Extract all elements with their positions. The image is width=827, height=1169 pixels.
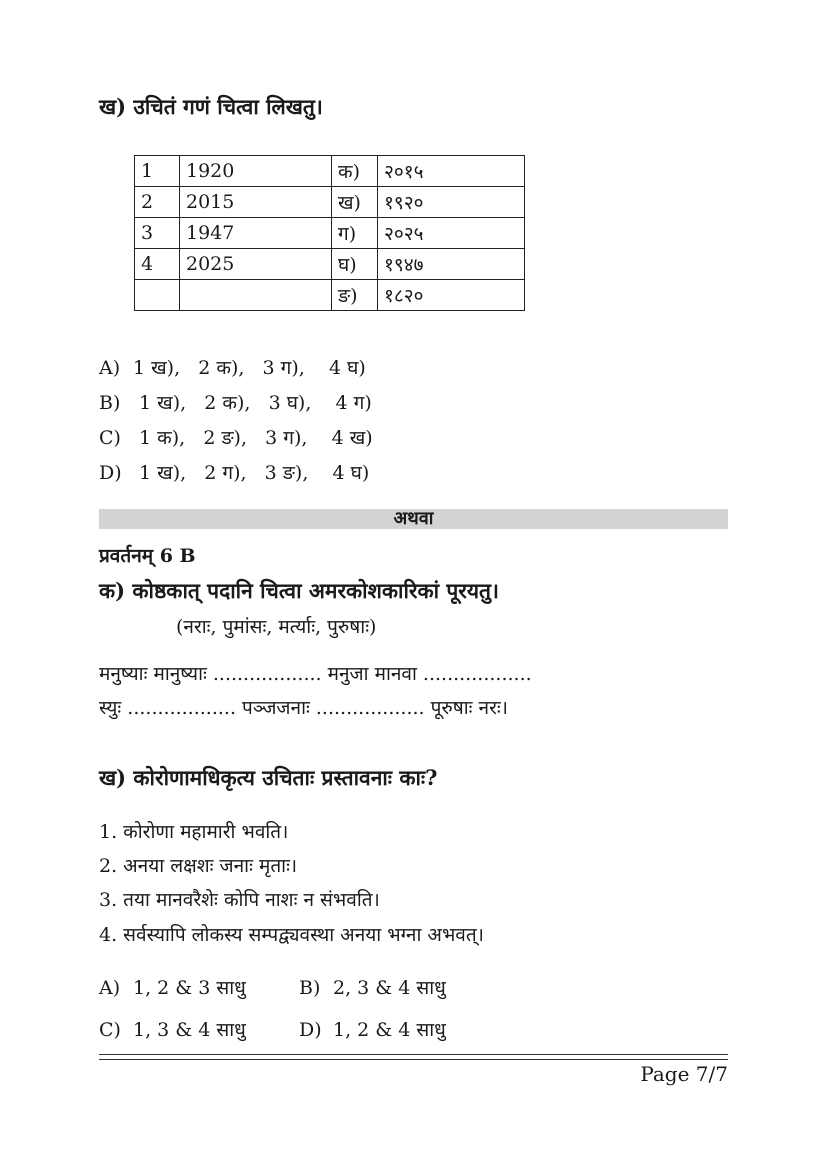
option-text: 1 ख), 2 ग), 3 ङ), 4 घ) bbox=[133, 462, 370, 484]
verse-line-1: मनुष्याः मानुष्याः .................. मनुजा मानवा .................. bbox=[99, 663, 532, 685]
option-d bbox=[99, 459, 369, 485]
option-text: 1 क), 2 ङ), 3 ग), 4 ख) bbox=[133, 427, 373, 449]
option-text: 1 ख), 2 क), 3 घ), 4 ग) bbox=[133, 392, 372, 414]
table-row bbox=[135, 249, 525, 280]
table-row bbox=[135, 280, 525, 311]
option-d bbox=[299, 1016, 446, 1042]
table-cell: 3 bbox=[135, 218, 180, 249]
option-label: C) bbox=[99, 427, 121, 449]
table-cell: 2015 bbox=[180, 187, 332, 218]
table-cell: ग) bbox=[332, 218, 378, 249]
table-row bbox=[135, 187, 525, 218]
table-cell: 2 bbox=[135, 187, 180, 218]
statement-4: 4. सर्वस्यापि लोकस्य सम्पद्व्यवस्था अनया भग्ना अभवत्। bbox=[99, 924, 484, 946]
option-label: A) bbox=[99, 977, 121, 999]
statement-1: 1. कोरोणा महामारी भवति। bbox=[99, 821, 289, 843]
option-a bbox=[99, 354, 366, 380]
option-c bbox=[99, 424, 373, 450]
table-cell bbox=[180, 280, 332, 311]
word-choices: (नराः, पुमांसः, मर्त्याः, पुरुषाः) bbox=[176, 616, 377, 638]
page-number: Page 7/7 bbox=[640, 1062, 728, 1086]
option-text: 2, 3 & 4 साधु bbox=[333, 977, 446, 999]
table-cell: १९४७ bbox=[378, 249, 525, 280]
question-heading: प्रवर्तनम् 6 B bbox=[99, 545, 196, 567]
athava-band: अथवा bbox=[99, 509, 728, 529]
footer-divider bbox=[99, 1059, 728, 1060]
table-cell: घ) bbox=[332, 249, 378, 280]
table-cell: 1 bbox=[135, 156, 180, 187]
section-heading-kha: ख) उचितं गणं चित्वा लिखतु। bbox=[99, 94, 323, 119]
option-text: 1, 2 & 4 साधु bbox=[333, 1019, 446, 1041]
table-cell: २०१५ bbox=[378, 156, 525, 187]
option-label: C) bbox=[99, 1019, 121, 1041]
option-text: 1, 3 & 4 साधु bbox=[133, 1019, 246, 1041]
table-cell bbox=[135, 280, 180, 311]
table-cell: ङ) bbox=[332, 280, 378, 311]
matching-table bbox=[134, 155, 525, 311]
option-label: B) bbox=[299, 977, 321, 999]
table-cell: 1920 bbox=[180, 156, 332, 187]
table-cell: १८२० bbox=[378, 280, 525, 311]
option-c bbox=[99, 1016, 246, 1042]
table-cell: १९२० bbox=[378, 187, 525, 218]
footer-divider bbox=[99, 1054, 728, 1055]
part-kha-heading: ख) कोरोणामधिकृत्य उचिताः प्रस्तावनाः काः? bbox=[99, 765, 438, 790]
table-row bbox=[135, 218, 525, 249]
option-label: D) bbox=[99, 462, 122, 484]
statement-3: 3. तया मानवरैशेः कोपि नाशः न संभवति। bbox=[99, 889, 380, 911]
option-a bbox=[99, 974, 246, 1000]
option-label: D) bbox=[299, 1019, 322, 1041]
table-cell: 4 bbox=[135, 249, 180, 280]
option-b bbox=[299, 974, 446, 1000]
table-cell: 2025 bbox=[180, 249, 332, 280]
option-label: A) bbox=[99, 357, 121, 379]
option-label: B) bbox=[99, 392, 121, 414]
table-row bbox=[135, 156, 525, 187]
statement-2: 2. अनया लक्षशः जनाः मृताः। bbox=[99, 855, 298, 877]
table-cell: क) bbox=[332, 156, 378, 187]
option-text: 1, 2 & 3 साधु bbox=[133, 977, 246, 999]
table-cell: ख) bbox=[332, 187, 378, 218]
option-text: 1 ख), 2 क), 3 ग), 4 घ) bbox=[133, 357, 366, 379]
part-ka-heading: क) कोष्ठकात् पदानि चित्वा अमरकोशकारिकां पूरयतु। bbox=[99, 578, 499, 603]
table-cell: 1947 bbox=[180, 218, 332, 249]
option-b bbox=[99, 389, 372, 415]
verse-line-2: स्युः .................. पञ्जजनाः .................. पूरुषाः नरः। bbox=[99, 697, 508, 719]
table-cell: २०२५ bbox=[378, 218, 525, 249]
